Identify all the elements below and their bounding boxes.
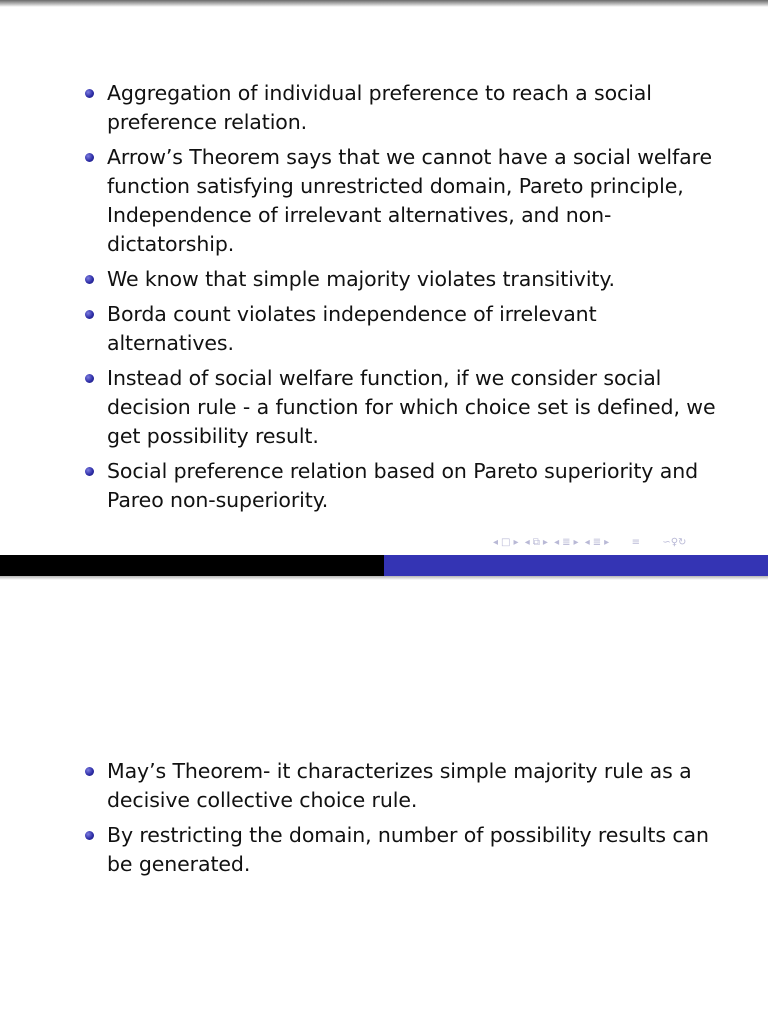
bullet-item <box>82 143 722 259</box>
slide-divider <box>0 555 768 576</box>
nav-prev-arrow-icon[interactable]: ◂ <box>524 537 530 548</box>
bullet-item <box>82 757 722 815</box>
nav-align-icon[interactable]: ≡ <box>631 537 640 548</box>
nav-next-arrow-icon[interactable]: ▸ <box>542 537 548 548</box>
nav-next-arrow-icon[interactable]: ▸ <box>604 537 610 548</box>
bullet-text: May’s Theorem- it characterizes simple majority rule as a decisive collective choice rule. <box>107 759 692 812</box>
bullet-item <box>82 364 722 451</box>
bullet-dot-icon <box>85 275 94 284</box>
divider-black-bar <box>0 555 384 576</box>
beamer-navigation-bar <box>493 535 768 551</box>
bullet-dot-icon <box>85 467 94 476</box>
bullet-dot-icon <box>85 310 94 319</box>
nav-search-icon[interactable]: ∽♀↻ <box>662 537 687 548</box>
nav-prev-arrow-icon[interactable]: ◂ <box>584 537 590 548</box>
bullet-text: We know that simple majority violates transitivity. <box>107 267 615 291</box>
bullet-dot-icon <box>85 831 94 840</box>
divider-blue-bar <box>384 555 768 576</box>
bullet-item <box>82 821 722 879</box>
slide-1-bullet-list <box>82 79 722 521</box>
nav-prev-arrow-icon[interactable]: ◂ <box>493 537 499 548</box>
nav-next-arrow-icon[interactable]: ▸ <box>513 537 519 548</box>
bullet-text: Social preference relation based on Pareto superiority and Pareo non-superiority. <box>107 459 699 512</box>
nav-subsection-icon[interactable]: ⧉ <box>532 537 540 548</box>
bullet-item <box>82 300 722 358</box>
bullet-dot-icon <box>85 89 94 98</box>
bullet-text: Arrow’s Theorem says that we cannot have a social welfare function satisfying unrestricted domain, Pareto principle, Independence of irrelevant alternatives, and non-dictatorship. <box>107 145 712 256</box>
bullet-text: Instead of social welfare function, if we consider social decision rule - a function for which choice set is defined, we get possibility result. <box>107 366 716 448</box>
bullet-dot-icon <box>85 374 94 383</box>
bullet-text: Borda count violates independence of irrelevant alternatives. <box>107 302 597 355</box>
nav-section-icon[interactable]: ≣ <box>562 537 571 548</box>
bullet-text: Aggregation of individual preference to reach a social preference relation. <box>107 81 652 134</box>
slide-2 <box>0 576 768 1024</box>
nav-section-icon[interactable]: ≣ <box>592 537 602 548</box>
bullet-dot-icon <box>85 767 94 776</box>
nav-frame-icon[interactable]: □ <box>501 537 511 548</box>
bullet-text: By restricting the domain, number of possibility results can be generated. <box>107 823 709 876</box>
nav-next-arrow-icon[interactable]: ▸ <box>573 537 579 548</box>
bullet-item <box>82 79 722 137</box>
slide-2-bullet-list <box>82 757 722 885</box>
bullet-item <box>82 265 722 294</box>
bullet-dot-icon <box>85 153 94 162</box>
bullet-item <box>82 457 722 515</box>
nav-prev-arrow-icon[interactable]: ◂ <box>554 537 560 548</box>
